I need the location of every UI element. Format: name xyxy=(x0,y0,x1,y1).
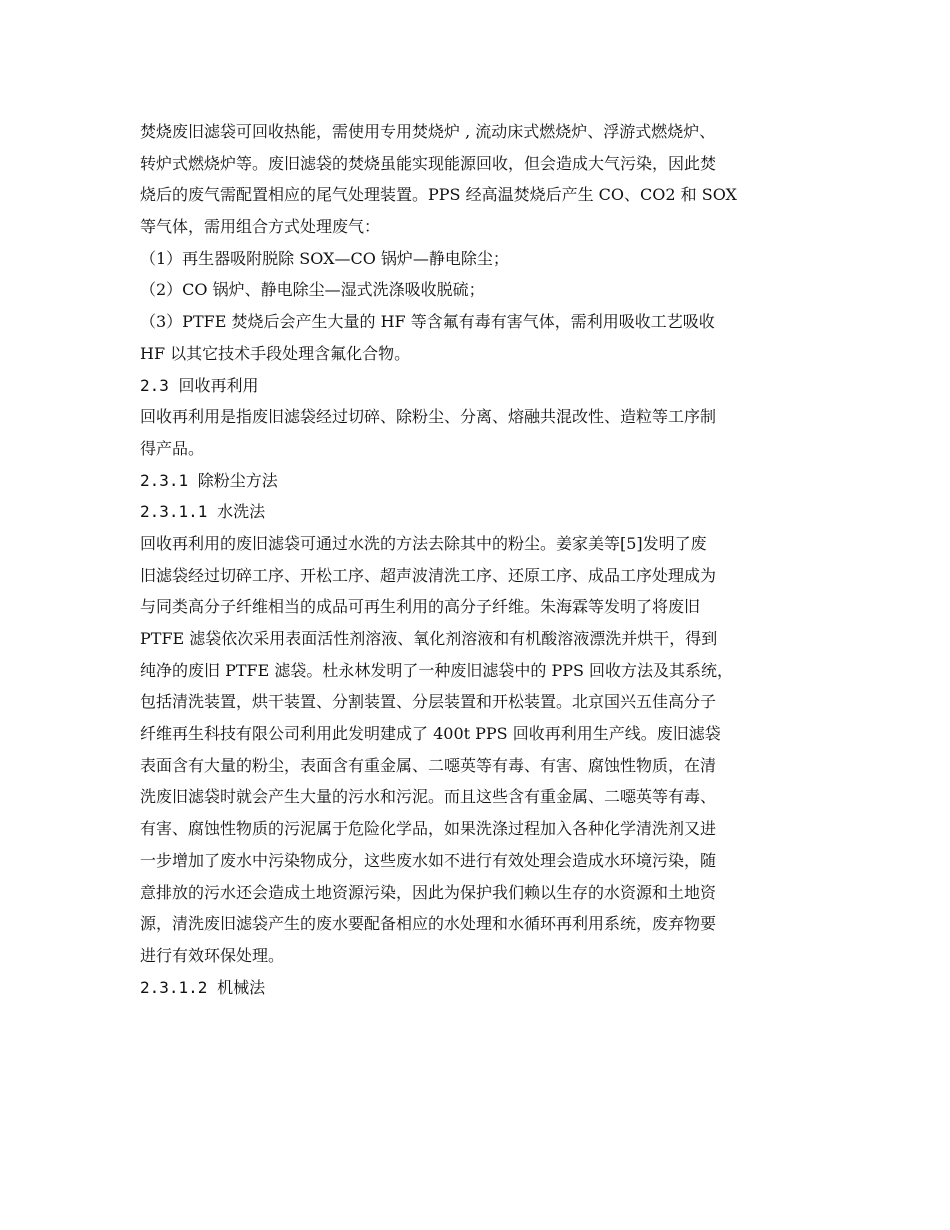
paragraph-line: 得产品。 xyxy=(140,438,205,458)
paragraph-line: HF 以其它技术手段处理含氟化合物。 xyxy=(140,343,411,363)
paragraph-line: 焚烧废旧滤袋可回收热能，需使用专用焚烧炉 , 流动床式燃烧炉、浮游式燃烧炉、 xyxy=(140,122,716,141)
paragraph-line: 回收再利用的废旧滤袋可通过水洗的方法去除其中的粉尘。姜家美等[5]发明了废 xyxy=(140,533,707,553)
section-heading: 2.3 回收再利用 xyxy=(140,375,259,395)
paragraph-line: 旧滤袋经过切碎工序、开松工序、超声波清洗工序、还原工序、成品工序处理成为 xyxy=(140,565,717,585)
paragraph-line: 烧后的废气需配置相应的尾气处理装置。PPS 经高温焚烧后产生 CO、CO2 和 SOX xyxy=(140,185,737,205)
paragraph-line: 表面含有大量的粉尘，表面含有重金属、二噁英等有毒、有害、腐蚀性物质，在清 xyxy=(140,755,717,775)
paragraph-line: 洗废旧滤袋时就会产生大量的污水和污泥。而且这些含有重金属、二噁英等有毒、 xyxy=(140,787,717,807)
subsection-heading: 2.3.1 除粉尘方法 xyxy=(140,470,278,490)
paragraph-line: 包括清洗装置，烘干装置、分割装置、分层装置和开松装置。北京国兴五佳高分子 xyxy=(140,692,717,712)
list-item: （1）再生器吸附脱除 SOX—CO 锅炉—静电除尘； xyxy=(140,248,509,268)
document-body xyxy=(140,116,840,1003)
paragraph-line: 意排放的污水还会造成土地资源污染，因此为保护我们赖以生存的水资源和土地资 xyxy=(140,882,717,902)
paragraph-line: 等气体，需用组合方式处理废气： xyxy=(140,217,381,237)
paragraph-line: 源，清洗废旧滤袋产生的废水要配备相应的水处理和水循环再利用系统，废弃物要 xyxy=(140,914,717,934)
subsubsection-heading: 2.3.1.1 水洗法 xyxy=(140,502,266,522)
paragraph-line: 进行有效环保处理。 xyxy=(140,945,285,965)
paragraph-line: 纤维再生科技有限公司利用此发明建成了 400t PPS 回收再利用生产线。废旧滤袋 xyxy=(140,724,721,744)
list-item: （2）CO 锅炉、静电除尘—湿式洗涤吸收脱硫； xyxy=(140,280,485,300)
list-item: （3）PTFE 焚烧后会产生大量的 HF 等含氟有毒有害气体，需利用吸收工艺吸收 xyxy=(140,312,715,332)
paragraph-line: 与同类高分子纤维相当的成品可再生利用的高分子纤维。朱海霖等发明了将废旧 xyxy=(140,597,701,617)
paragraph-line: 一步增加了废水中污染物成分，这些废水如不进行有效处理会造成水环境污染，随 xyxy=(140,850,717,870)
paragraph-line: 转炉式燃烧炉等。废旧滤袋的焚烧虽能实现能源回收，但会造成大气污染，因此焚 xyxy=(140,153,717,173)
subsubsection-heading: 2.3.1.2 机械法 xyxy=(140,977,266,997)
paragraph-line: 有害、腐蚀性物质的污泥属于危险化学品，如果洗涤过程加入各种化学清洗剂又进 xyxy=(140,819,717,839)
paragraph-line: 纯净的废旧 PTFE 滤袋。杜永林发明了一种废旧滤袋中的 PPS 回收方法及其系统， xyxy=(140,660,734,680)
paragraph-line: PTFE 滤袋依次采用表面活性剂溶液、氧化剂溶液和有机酸溶液漂洗并烘干，得到 xyxy=(140,629,718,648)
paragraph-line: 回收再利用是指废旧滤袋经过切碎、除粉尘、分离、熔融共混改性、造粒等工序制 xyxy=(140,407,717,427)
